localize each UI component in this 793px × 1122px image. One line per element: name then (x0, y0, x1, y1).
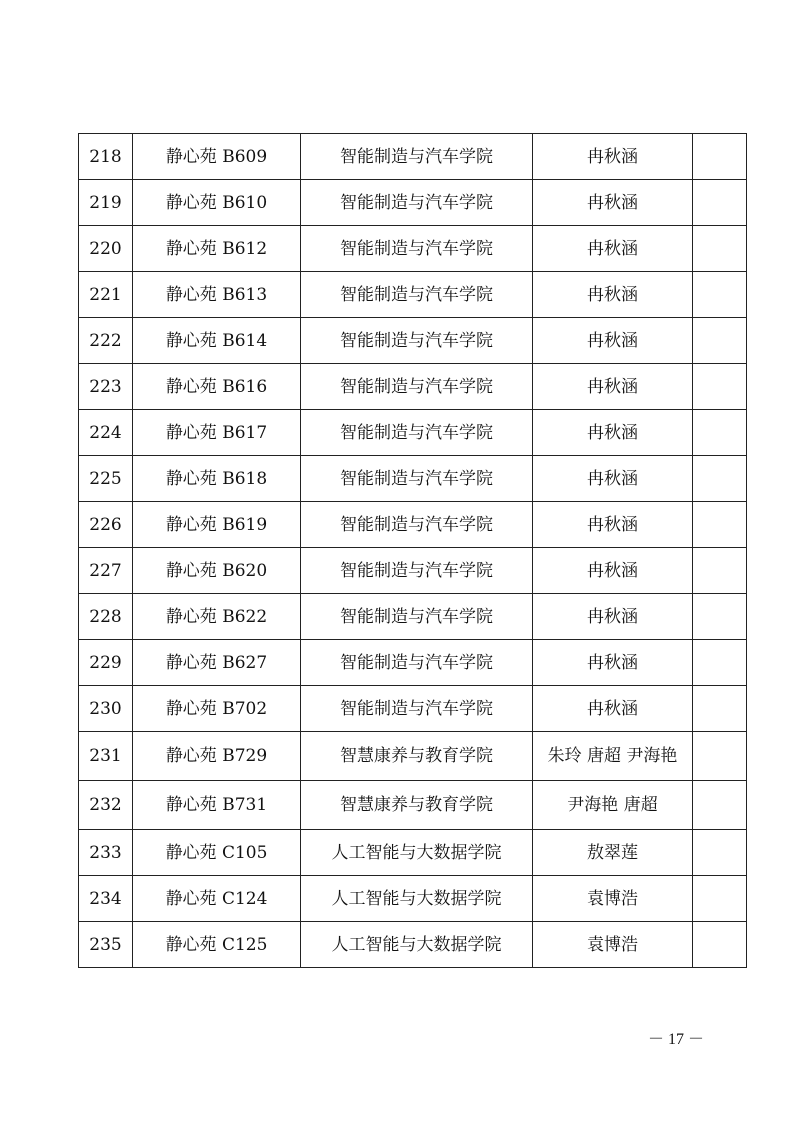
row-number-cell: 227 (79, 548, 133, 594)
person-cell: 袁博浩 (533, 876, 693, 922)
college-cell: 智能制造与汽车学院 (301, 134, 533, 180)
person-cell: 冉秋涵 (533, 502, 693, 548)
college-cell: 智能制造与汽车学院 (301, 318, 533, 364)
person-cell: 冉秋涵 (533, 226, 693, 272)
table-row (79, 410, 747, 456)
person-cell: 尹海艳 唐超 (533, 781, 693, 830)
college-cell: 智慧康养与教育学院 (301, 732, 533, 781)
college-cell: 智能制造与汽车学院 (301, 640, 533, 686)
row-number-cell: 220 (79, 226, 133, 272)
row-number-cell: 224 (79, 410, 133, 456)
row-number-cell: 223 (79, 364, 133, 410)
note-cell (693, 640, 747, 686)
room-cell: 静心苑 B627 (133, 640, 301, 686)
note-cell (693, 410, 747, 456)
table-row (79, 180, 747, 226)
room-cell: 静心苑 B619 (133, 502, 301, 548)
college-cell: 智慧康养与教育学院 (301, 781, 533, 830)
page-number: － 17 － (648, 1031, 705, 1048)
note-cell (693, 456, 747, 502)
row-number-cell: 228 (79, 594, 133, 640)
room-cell: 静心苑 B617 (133, 410, 301, 456)
note-cell (693, 876, 747, 922)
table-row (79, 830, 747, 876)
person-cell: 冉秋涵 (533, 134, 693, 180)
room-cell: 静心苑 B612 (133, 226, 301, 272)
person-cell: 冉秋涵 (533, 180, 693, 226)
table-body (79, 134, 747, 968)
row-number-cell: 230 (79, 686, 133, 732)
table-row (79, 922, 747, 968)
person-cell: 冉秋涵 (533, 318, 693, 364)
row-number-cell: 221 (79, 272, 133, 318)
person-cell: 朱玲 唐超 尹海艳 (533, 732, 693, 781)
college-cell: 智能制造与汽车学院 (301, 502, 533, 548)
table-row (79, 134, 747, 180)
person-cell: 冉秋涵 (533, 640, 693, 686)
note-cell (693, 272, 747, 318)
note-cell (693, 318, 747, 364)
table-row (79, 226, 747, 272)
table-row (79, 318, 747, 364)
room-cell: 静心苑 C125 (133, 922, 301, 968)
table-row (79, 781, 747, 830)
college-cell: 智能制造与汽车学院 (301, 364, 533, 410)
table-row (79, 364, 747, 410)
table-row (79, 732, 747, 781)
room-cell: 静心苑 B620 (133, 548, 301, 594)
person-cell: 冉秋涵 (533, 272, 693, 318)
note-cell (693, 922, 747, 968)
note-cell (693, 594, 747, 640)
room-cell: 静心苑 B731 (133, 781, 301, 830)
college-cell: 人工智能与大数据学院 (301, 876, 533, 922)
person-cell: 冉秋涵 (533, 364, 693, 410)
row-number-cell: 232 (79, 781, 133, 830)
row-number-cell: 225 (79, 456, 133, 502)
note-cell (693, 732, 747, 781)
person-cell: 冉秋涵 (533, 594, 693, 640)
college-cell: 智能制造与汽车学院 (301, 456, 533, 502)
row-number-cell: 231 (79, 732, 133, 781)
row-number-cell: 226 (79, 502, 133, 548)
row-number-cell: 233 (79, 830, 133, 876)
table-row (79, 456, 747, 502)
room-cell: 静心苑 C124 (133, 876, 301, 922)
college-cell: 智能制造与汽车学院 (301, 548, 533, 594)
row-number-cell: 218 (79, 134, 133, 180)
room-cell: 静心苑 B702 (133, 686, 301, 732)
note-cell (693, 364, 747, 410)
row-number-cell: 235 (79, 922, 133, 968)
row-number-cell: 234 (79, 876, 133, 922)
college-cell: 智能制造与汽车学院 (301, 594, 533, 640)
table-row (79, 876, 747, 922)
room-cell: 静心苑 B614 (133, 318, 301, 364)
college-cell: 智能制造与汽车学院 (301, 272, 533, 318)
table-row (79, 548, 747, 594)
note-cell (693, 781, 747, 830)
room-cell: 静心苑 B610 (133, 180, 301, 226)
person-cell: 冉秋涵 (533, 548, 693, 594)
person-cell: 敖翠莲 (533, 830, 693, 876)
note-cell (693, 686, 747, 732)
note-cell (693, 134, 747, 180)
note-cell (693, 830, 747, 876)
college-cell: 智能制造与汽车学院 (301, 226, 533, 272)
table-row (79, 640, 747, 686)
room-cell: 静心苑 B729 (133, 732, 301, 781)
table-row (79, 594, 747, 640)
row-number-cell: 219 (79, 180, 133, 226)
table-row (79, 686, 747, 732)
college-cell: 智能制造与汽车学院 (301, 686, 533, 732)
person-cell: 冉秋涵 (533, 410, 693, 456)
row-number-cell: 222 (79, 318, 133, 364)
room-cell: 静心苑 B618 (133, 456, 301, 502)
room-cell: 静心苑 C105 (133, 830, 301, 876)
note-cell (693, 548, 747, 594)
person-cell: 袁博浩 (533, 922, 693, 968)
college-cell: 人工智能与大数据学院 (301, 830, 533, 876)
person-cell: 冉秋涵 (533, 456, 693, 502)
row-number-cell: 229 (79, 640, 133, 686)
college-cell: 智能制造与汽车学院 (301, 180, 533, 226)
college-cell: 人工智能与大数据学院 (301, 922, 533, 968)
college-cell: 智能制造与汽车学院 (301, 410, 533, 456)
dormitory-roster-table (78, 133, 747, 968)
person-cell: 冉秋涵 (533, 686, 693, 732)
note-cell (693, 502, 747, 548)
room-cell: 静心苑 B616 (133, 364, 301, 410)
note-cell (693, 180, 747, 226)
room-cell: 静心苑 B609 (133, 134, 301, 180)
room-cell: 静心苑 B622 (133, 594, 301, 640)
note-cell (693, 226, 747, 272)
table-row (79, 502, 747, 548)
room-cell: 静心苑 B613 (133, 272, 301, 318)
table-row (79, 272, 747, 318)
